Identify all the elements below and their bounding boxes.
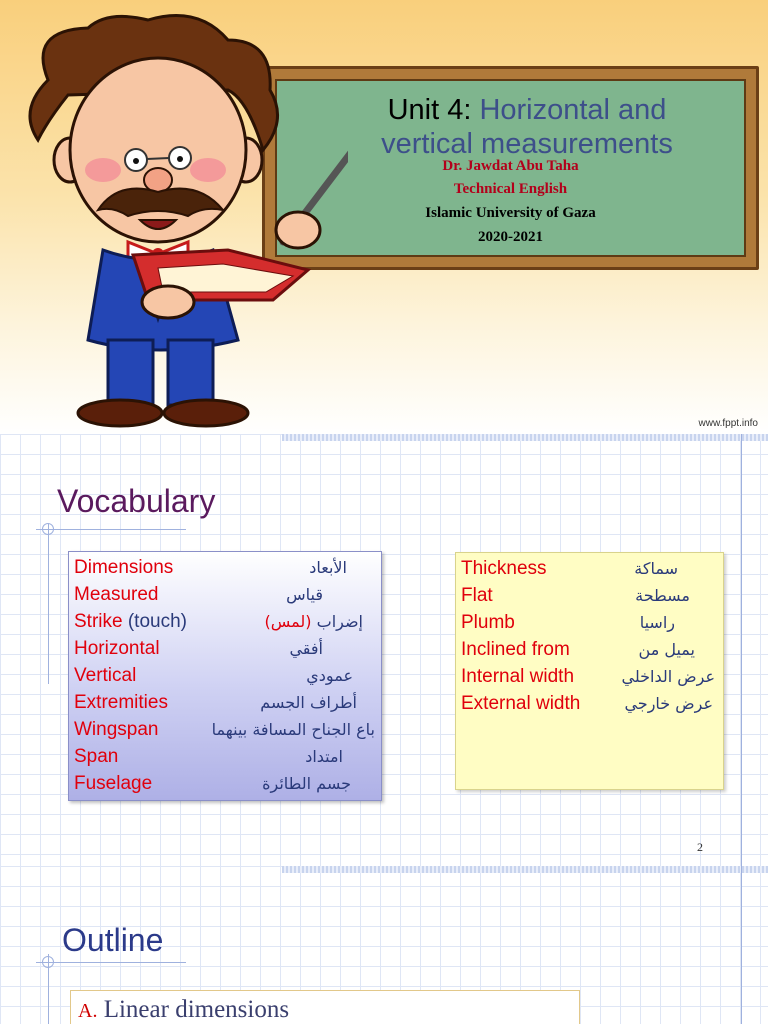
left-rule [48,524,49,684]
vocab-row [456,636,723,663]
decorative-circle [42,956,54,968]
vocab-row [456,555,723,582]
vocab-term: Internal width [461,666,575,687]
vocab-translation: يميل من [638,640,695,659]
vocab-translation: قياس [286,585,323,604]
vocab-term-note: (touch) [127,611,187,632]
title-prefix: Unit 4: [387,94,480,126]
vocabulary-list-left [68,551,382,801]
vocab-term: Extremities [74,692,168,713]
vocab-term: Horizontal [74,638,160,659]
heading-underline [36,962,186,963]
professor-cartoon [8,10,348,430]
vocab-term: Vertical [74,665,137,686]
vocab-translation: راسيا [639,613,675,632]
vocab-translation: عمودي [306,666,353,685]
vocab-row [456,609,723,636]
vocab-translation: جسم الطائرة [262,774,351,793]
vocab-row [69,635,381,662]
vocab-term: Fuselage [74,773,153,794]
slide-title [337,93,717,161]
vocab-translation-note: (لمس) [264,612,312,631]
vocab-row [69,743,381,770]
vocab-translation: مسطحة [635,586,690,605]
vocab-translation: باع الجناح المسافة بينهما [211,720,375,739]
vocab-term: Inclined from [461,639,570,660]
outline-item-letter: A. [78,1000,98,1022]
vocab-row [456,690,723,717]
vocab-row [69,716,381,743]
vocab-row [69,608,381,635]
vocab-row [69,770,381,797]
page-number: 2 [697,840,703,854]
slide-heading: Vocabulary [57,483,216,519]
vocab-row [456,663,723,690]
vocab-row [456,582,723,609]
vocab-translation: امتداد [305,747,343,766]
vocabulary-slide [0,434,768,866]
slide-top-bar [282,866,768,873]
vocab-translation-main: إضراب [316,612,363,631]
vocab-translation: الأبعاد [309,558,347,577]
vocab-translation: أفقي [289,639,323,658]
vocab-translation: أطراف الجسم [260,693,357,712]
outline-slide [0,866,768,1024]
watermark: www.fppt.info [698,418,758,429]
vocab-term: Thickness [461,558,547,579]
right-rule [741,866,742,1024]
vocab-translation [265,608,363,635]
outline-item [78,996,289,1024]
title-highlight-2: vertical measurements [381,128,673,160]
vocab-translation: عرض خارجي [624,694,713,713]
slide-heading: Outline [62,922,164,958]
vocab-term: Flat [461,585,493,606]
vocab-translation: عرض الداخلي [621,667,715,686]
vocab-term: External width [461,693,581,714]
vocabulary-list-right [455,552,724,790]
right-rule [741,434,742,866]
vocab-term [74,608,187,635]
vocab-term: Measured [74,584,159,605]
vocab-term-main: Strike [74,611,123,632]
outline-list [70,990,580,1024]
vocab-term: Span [74,746,119,767]
vocab-row [69,581,381,608]
vocab-term: Dimensions [74,557,174,578]
vocab-row [69,689,381,716]
title-slide [0,0,768,434]
vocab-row [69,662,381,689]
vocab-translation: سماكة [634,559,678,578]
heading-underline [36,529,186,530]
slide-top-bar [282,434,768,441]
vocab-term: Plumb [461,612,515,633]
academic-year: 2020-2021 [478,229,543,245]
outline-item-text: Linear dimensions [103,996,290,1023]
vocab-term: Wingspan [74,719,159,740]
vocab-row [69,554,381,581]
decorative-circle [42,523,54,535]
title-highlight-1: Horizontal and [479,94,667,126]
university: Islamic University of Gaza [425,205,596,221]
course-name: Technical English [453,181,568,197]
author: Dr. Jawdat Abu Taha [442,158,579,174]
